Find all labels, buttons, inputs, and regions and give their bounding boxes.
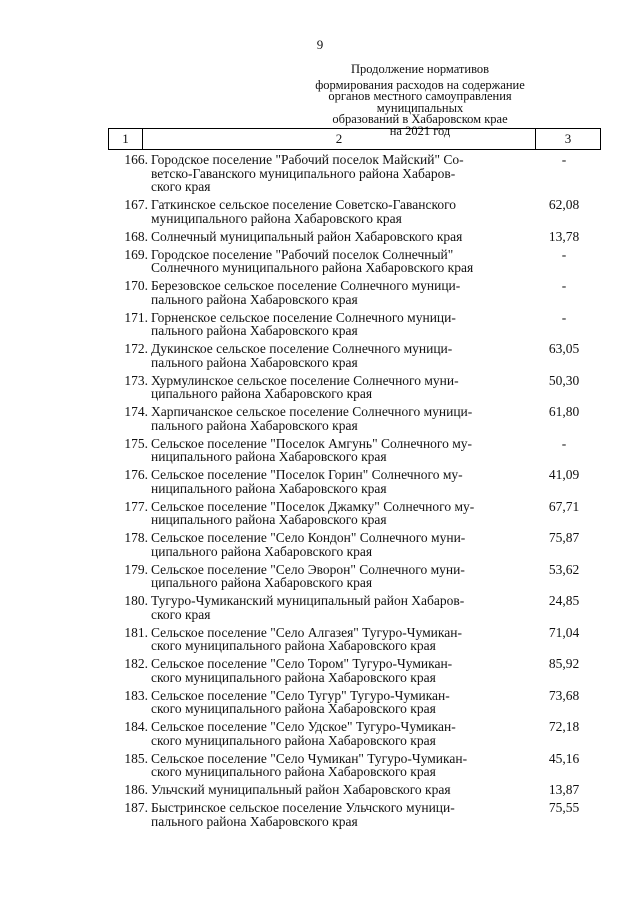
row-number: 176. (124, 467, 148, 482)
table-row (108, 689, 599, 716)
municipality-name-line: пального района Хабаровского края (151, 813, 358, 829)
municipality-name (151, 563, 509, 590)
municipality-name-line: Сельское поселение "Село Эворон" Солнечного муни- (151, 561, 465, 577)
table-row (108, 153, 599, 194)
row-number: 177. (124, 498, 148, 514)
municipality-name (151, 689, 509, 716)
municipality-name-line: Харпичанское сельское поселение Солнечного муници- (151, 404, 473, 419)
page-number: 9 (316, 37, 324, 52)
municipality-name (151, 230, 509, 244)
table-row (108, 801, 599, 828)
table-row (108, 248, 599, 275)
norm-value: 13,78 (548, 228, 580, 244)
norm-value: 85,92 (548, 656, 580, 671)
municipality-name (151, 198, 509, 225)
municipality-name (151, 752, 509, 779)
norm-value: 71,04 (548, 624, 580, 640)
column-header-1: 1 (109, 129, 143, 149)
municipality-name-line: ского муниципального района Хабаровского края (151, 732, 436, 748)
row-number: 178. (124, 530, 148, 545)
row-number: 183. (124, 687, 148, 703)
table-caption (300, 64, 540, 137)
municipality-name-line: Хурмулинское сельское поселение Солнечного муни- (151, 372, 459, 388)
table-row (108, 500, 599, 527)
norm-value: 63,05 (548, 341, 580, 356)
caption-line: органов местного самоуправления муниципальных (328, 89, 512, 115)
row-number: 184. (124, 719, 148, 734)
municipality-name-line: ского муниципального района Хабаровского края (151, 701, 436, 716)
norm-value: 73,68 (548, 687, 580, 703)
municipality-name-line: Сельское поселение "Поселок Горин" Солнечного му- (151, 467, 463, 482)
norm-value: 41,09 (548, 467, 580, 482)
table-row (108, 374, 599, 401)
row-number: 180. (124, 593, 148, 608)
row-number: 170. (124, 278, 148, 293)
norm-value: - (561, 435, 567, 451)
municipality-name-line: ципального района Хабаровского края (151, 543, 373, 559)
table-row (108, 405, 599, 432)
municipality-name-line: ниципального района Хабаровского края (151, 480, 387, 496)
municipality-name (151, 342, 509, 369)
municipality-name (151, 594, 509, 621)
row-number: 187. (124, 800, 148, 815)
municipality-name-line: ниципального района Хабаровского края (151, 512, 387, 527)
table-row (108, 657, 599, 684)
municipality-name-line: ского края (151, 179, 211, 194)
table-row (108, 342, 599, 369)
norm-value: - (561, 309, 567, 325)
table-row (108, 720, 599, 747)
municipality-name (151, 657, 509, 684)
row-number: 181. (124, 624, 148, 640)
row-number: 186. (124, 782, 148, 797)
norm-value: - (561, 152, 567, 167)
table-header (108, 123, 601, 150)
municipality-name (151, 248, 509, 275)
municipality-name-line: Сельское поселение "Село Тором" Тугуро-Чумикан- (151, 656, 453, 671)
municipality-name (151, 500, 509, 527)
municipality-name-line: ского муниципального района Хабаровского края (151, 764, 436, 779)
municipality-name-line: Городское поселение "Рабочий поселок Солнечный" (151, 246, 454, 262)
row-number: 168. (124, 228, 148, 244)
norm-value: - (561, 246, 567, 262)
municipality-name-line: Гаткинское сельское поселение Советско-Гаванского (151, 197, 457, 212)
table-row (108, 563, 599, 590)
municipality-name (151, 801, 509, 828)
municipality-name-line: пального района Хабаровского края (151, 291, 358, 307)
municipality-name-line: ципального района Хабаровского края (151, 386, 373, 401)
table-row (108, 531, 599, 558)
municipality-name (151, 437, 509, 464)
row-number: 167. (124, 197, 148, 212)
municipality-name-line: Сельское поселение "Поселок Амгунь" Солнечного му- (151, 435, 473, 451)
norm-value: 75,55 (548, 800, 580, 815)
table-row (108, 626, 599, 653)
column-header-2: 2 (143, 129, 536, 149)
row-number: 171. (124, 309, 148, 325)
municipality-name-line: Тугуро-Чумиканский муниципальный район Хабаров- (151, 593, 465, 608)
municipality-name-line: пального района Хабаровского края (151, 323, 358, 338)
column-header-3: 3 (564, 131, 572, 146)
table-body (108, 153, 599, 833)
row-number: 185. (124, 750, 148, 766)
municipality-name-line: Сельское поселение "Село Удское" Тугуро-Чумикан- (151, 719, 456, 734)
norm-value: 72,18 (548, 719, 580, 734)
municipality-name (151, 783, 509, 797)
municipality-name (151, 531, 509, 558)
municipality-name (151, 720, 509, 747)
caption-line: образований в Хабаровском крае (332, 112, 508, 126)
norm-value: 61,80 (548, 404, 580, 419)
norm-value: 67,71 (548, 498, 580, 514)
municipality-name-line: Сельское поселение "Село Чумикан" Тугуро-Чумикан- (151, 750, 468, 766)
municipality-name-line: Быстринское сельское поселение Ульчского муници- (151, 800, 455, 815)
norm-value: 24,85 (548, 593, 580, 608)
municipality-name-line: пального района Хабаровского края (151, 417, 358, 433)
table-row (108, 230, 599, 244)
caption-line: Продолжение нормативов (350, 62, 490, 76)
municipality-name-line: Ульчский муниципальный район Хабаровского края (151, 782, 451, 797)
caption-line: на 2021 год (389, 123, 451, 138)
row-number: 169. (124, 246, 148, 262)
municipality-name (151, 626, 509, 653)
row-number: 173. (124, 372, 148, 388)
municipality-name-line: Сельское поселение "Село Алгазея" Тугуро-Чумикан- (151, 624, 462, 640)
municipality-name-line: ниципального района Хабаровского края (151, 449, 387, 464)
caption-line: формирования расходов на содержание (315, 77, 525, 92)
municipality-name-line: Горненское сельское поселение Солнечного муници- (151, 309, 456, 325)
municipality-name-line: Сельское поселение "Село Кондон" Солнечного муни- (151, 530, 466, 545)
municipality-name-line: ского муниципального района Хабаровского края (151, 669, 436, 685)
norm-value: 45,16 (548, 750, 580, 766)
municipality-name (151, 405, 509, 432)
municipality-name-line: Сельское поселение "Село Тугур" Тугуро-Чумикан- (151, 687, 450, 703)
row-number: 175. (124, 435, 148, 451)
municipality-name-line: Сельское поселение "Поселок Джамку" Солнечного му- (151, 498, 475, 514)
norm-value: 13,87 (548, 782, 580, 797)
municipality-name-line: Березовское сельское поселение Солнечного муници- (151, 278, 461, 293)
norm-value: 75,87 (548, 530, 580, 545)
municipality-name (151, 153, 509, 194)
row-number: 172. (124, 341, 148, 356)
table-row (108, 198, 599, 225)
table-row (108, 311, 599, 338)
municipality-name (151, 311, 509, 338)
municipality-name-line: ципального района Хабаровского края (151, 575, 373, 590)
row-number: 166. (124, 152, 148, 167)
municipality-name (151, 279, 509, 306)
table-row (108, 752, 599, 779)
norm-value: 62,08 (548, 197, 580, 212)
municipality-name-line: ского края (151, 606, 211, 622)
municipality-name-line: муниципального района Хабаровского края (151, 210, 402, 226)
norm-value: - (561, 278, 567, 293)
municipality-name-line: Городское поселение "Рабочий поселок Майский" Со- (151, 152, 464, 167)
municipality-name-line: пального района Хабаровского края (151, 354, 358, 370)
municipality-name-line: ветско-Гаванского муниципального района Хабаров- (151, 165, 456, 181)
municipality-name-line: Солнечного муниципального района Хабаровского края (151, 260, 474, 275)
norm-value: 53,62 (548, 561, 580, 577)
municipality-name-line: Дукинское сельское поселение Солнечного муници- (151, 341, 453, 356)
municipality-name-line: ского муниципального района Хабаровского края (151, 638, 436, 653)
table-row (108, 594, 599, 621)
table-row (108, 468, 599, 495)
table-row (108, 437, 599, 464)
row-number: 182. (124, 656, 148, 671)
table-row (108, 783, 599, 797)
municipality-name (151, 468, 509, 495)
municipality-name (151, 374, 509, 401)
row-number: 174. (124, 404, 148, 419)
row-number: 179. (124, 561, 148, 577)
norm-value: 50,30 (548, 372, 580, 388)
table-row (108, 279, 599, 306)
municipality-name-line: Солнечный муниципальный район Хабаровского края (151, 228, 463, 244)
